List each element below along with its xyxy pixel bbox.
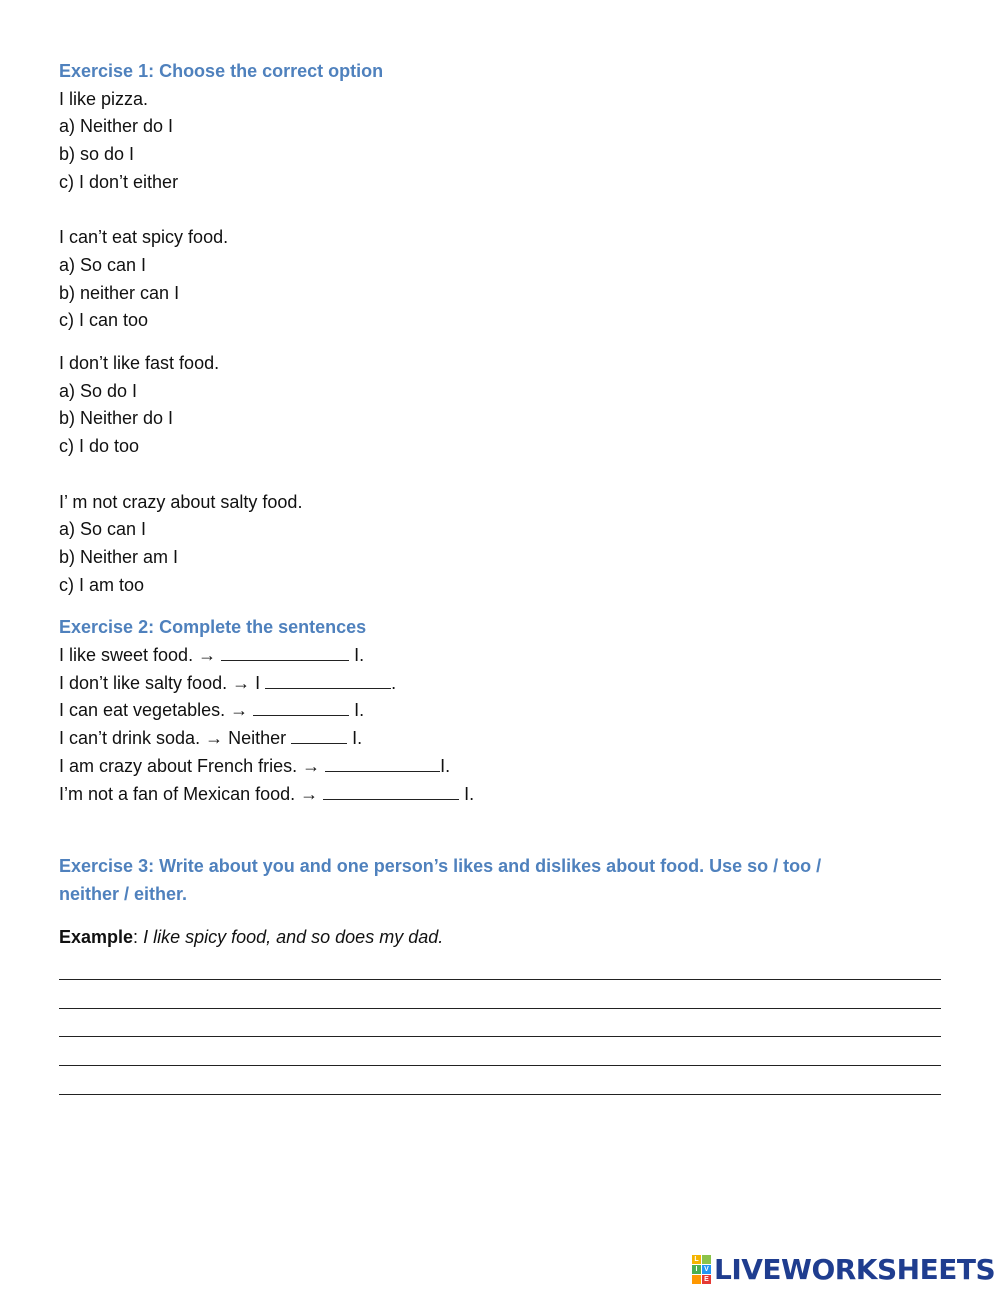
question-prompt: I’ m not crazy about salty food. — [59, 491, 303, 512]
question-2 — [59, 224, 941, 335]
question-prompt: I like pizza. — [59, 88, 149, 109]
option-a[interactable]: a) Neither do I — [59, 116, 174, 137]
answer-blank[interactable] — [265, 672, 391, 689]
option-b[interactable]: b) Neither do I — [59, 408, 174, 429]
sentence-3: I can eat vegetables. → I. — [59, 700, 365, 721]
sentence-1: I like sweet food. → I. — [59, 645, 365, 666]
option-a[interactable]: a) So can I — [59, 519, 147, 540]
option-c[interactable]: c) I am too — [59, 574, 145, 595]
option-c[interactable]: c) I don’t either — [59, 171, 179, 192]
writing-line[interactable] — [59, 1037, 941, 1066]
question-prompt: I can’t eat spicy food. — [59, 227, 229, 248]
sentence-6: I’m not a fan of Mexican food. → I. — [59, 783, 475, 804]
example-sentence: Example: I like spicy food, and so does my dad. — [59, 926, 444, 947]
answer-blank[interactable] — [323, 783, 459, 800]
sentence-2: I don’t like salty food. → I . — [59, 672, 397, 693]
answer-blank[interactable] — [221, 644, 349, 661]
exercise2-heading: Exercise 2: Complete the sentences — [59, 617, 367, 638]
worksheet — [59, 58, 941, 1095]
option-a[interactable]: a) So can I — [59, 254, 147, 275]
answer-blank[interactable] — [291, 727, 347, 744]
writing-line[interactable] — [59, 1009, 941, 1038]
question-3 — [59, 350, 941, 461]
option-c[interactable]: c) I do too — [59, 436, 140, 457]
logo-text: LIVEWORKSHEETS — [714, 1252, 996, 1286]
option-b[interactable]: b) so do I — [59, 144, 135, 165]
option-b[interactable]: b) Neither am I — [59, 546, 179, 567]
answer-blank[interactable] — [253, 699, 349, 716]
option-c[interactable]: c) I can too — [59, 310, 149, 331]
writing-line[interactable] — [59, 951, 941, 980]
question-4 — [59, 489, 941, 600]
liveworksheets-logo-icon: L I V E — [692, 1255, 711, 1284]
question-1 — [59, 86, 941, 197]
answer-blank[interactable] — [325, 755, 440, 772]
sentence-5: I am crazy about French fries. → I. — [59, 755, 451, 776]
exercise3-heading: Exercise 3: Write about you and one person’s likes and dislikes about food. Use so / too / neither / either. — [59, 856, 822, 904]
writing-line[interactable] — [59, 1066, 941, 1095]
question-prompt: I don’t like fast food. — [59, 353, 220, 374]
writing-line[interactable] — [59, 980, 941, 1009]
option-b[interactable]: b) neither can I — [59, 282, 180, 303]
sentence-4: I can’t drink soda. → Neither I. — [59, 728, 363, 749]
exercise1-heading: Exercise 1: Choose the correct option — [59, 61, 384, 81]
option-a[interactable]: a) So do I — [59, 380, 138, 401]
writing-area[interactable] — [59, 951, 941, 1094]
liveworksheets-logo — [692, 1251, 995, 1287]
